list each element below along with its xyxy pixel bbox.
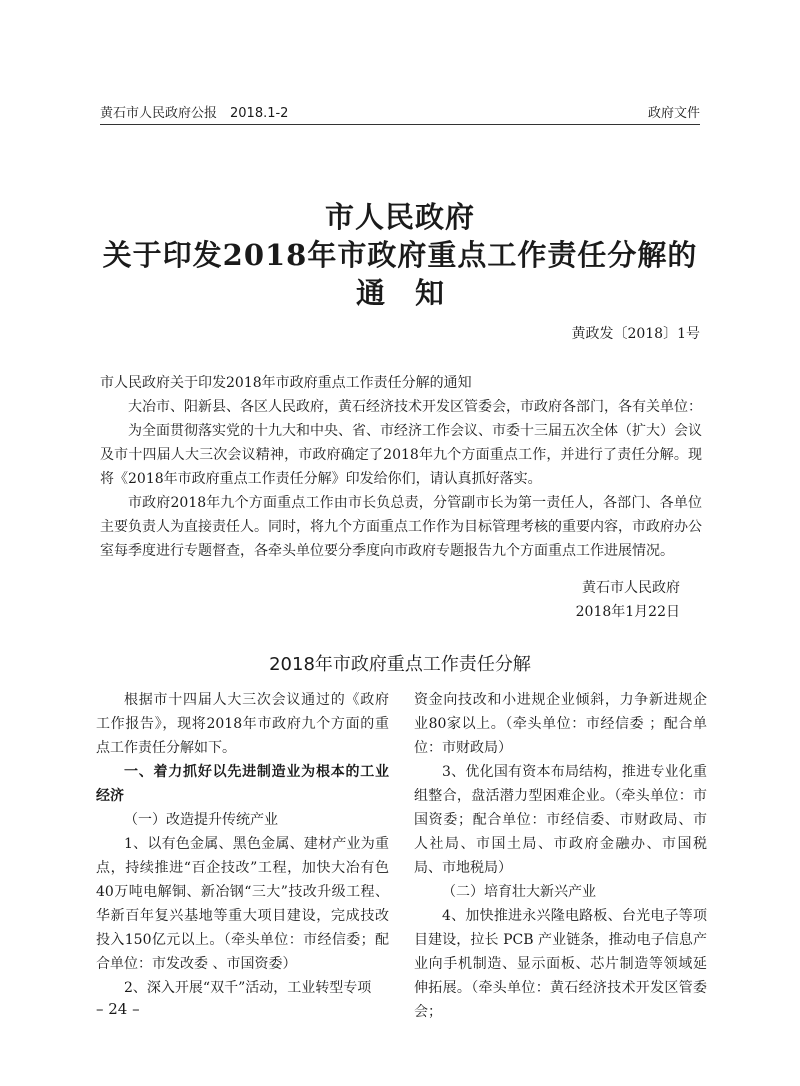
item-4: 4、加快推进永兴隆电路板、台光电子等项目建设，拉长 PCB 产业链条，推动电子信息产业向手机制造、显示面板、芯片制造等领域延伸拓展。（牵头单位：黄石经济技术开发区管委会； [414,908,707,1020]
header-divider [100,124,700,125]
heading-1: 一、着力抓好以先进制造业为根本的工业经济 [96,764,389,804]
signature-date: 2018年1月22日 [575,604,680,620]
notice-subject: 市人民政府关于印发2018年市政府重点工作责任分解的通知 [100,375,472,391]
item-1: 1、以有色金属、黑色金属、建材产业为重点，持续推进“百企技改”工程，加快大冶有色40万吨电解铜、新冶钢“三大”技改升级工程、华新百年复兴基地等重大项目建设，完成技改投入150亿元以上。（牵头单位：市经信委；配合单位：市发改委 、市国资委） [96,836,389,972]
subheading-1: （一）改造提升传统产业 [124,812,278,828]
document-title-line-3: 通知 [355,276,474,310]
document-title-line-1: 市人民政府 [324,200,475,234]
item-2-continued: 资金向技改和小进规企业倾斜，力争新进规企业80家以上。（牵头单位：市经信委 ；配合单位：市财政局） [414,692,707,756]
gazette-info: 黄石市人民政府公报 2018.1-2 [100,106,289,121]
notice-addressees: 大冶市、阳新县、各区人民政府，黄石经济技术开发区管委会，市政府各部门，各有关单位： [128,399,702,415]
attachment-title: 2018年市政府重点工作责任分解 [269,654,531,675]
right-column [414,688,707,1024]
item-3: 3、优化国有资本布局结构，推进专业化重组整合，盘活潜力型困难企业。（牵头单位：市国资委；配合单位：市经信委、市财政局、市人社局、市国土局、市政府金融办、市国税局、市地税局） [414,764,707,876]
document-number: 黄政发〔2018〕1号 [571,326,700,342]
item-2: 2、深入开展“双千”活动，工业转型专项 [124,980,372,996]
page-header [100,102,700,124]
left-column [96,688,389,1000]
document-title-line-2: 关于印发2018年市政府重点工作责任分解的 [102,238,698,272]
notice-body [100,371,702,563]
signature-org: 黄石市人民政府 [582,580,680,596]
page-number: – 24 – [96,1000,140,1018]
notice-paragraph-1: 为全面贯彻落实党的十九大和中央、省、市经济工作会议、市委十三届五次全体（扩大）会议及市十四届人大三次会议精神，市政府确定了2018年九个方面重点工作，并进行了责任分解。现将《2018年市政府重点工作责任分解》印发给你们，请认真抓好落实。 [100,423,702,487]
notice-paragraph-2: 市政府2018年九个方面重点工作由市长负总责，分管副市长为第一责任人，各部门、各单位主要负责人为直接责任人。同时，将九个方面重点工作作为目标管理考核的重要内容，市政府办公室每季度进行专题督查，各牵头单位要分季度向市政府专题报告九个方面重点工作进展情况。 [100,495,702,559]
subheading-2: （二）培育壮大新兴产业 [442,884,596,900]
section-label: 政府文件 [647,106,700,121]
intro-paragraph: 根据市十四届人大三次会议通过的《政府工作报告》，现将2018年市政府九个方面的重点工作责任分解如下。 [96,692,389,756]
